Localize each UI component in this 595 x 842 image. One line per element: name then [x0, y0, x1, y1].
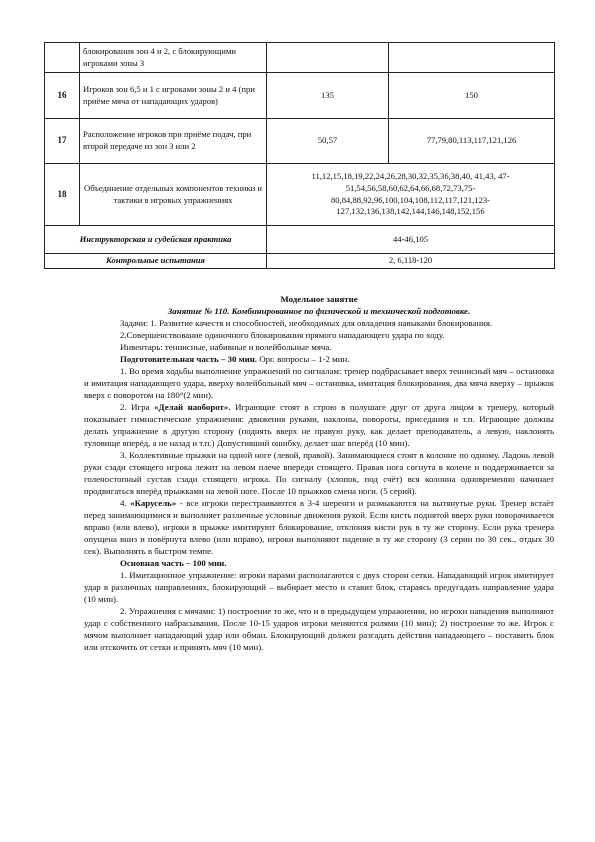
table-row [45, 119, 555, 164]
exercise-paragraph: 2. Упражнения с мячами: 1) построение то же, что и в предыдущем упражнении, но игроки нападения выполняют удар с собственного набрасывания. После 10-15 ударов игроки меняются ролями (10 мин); 2) построение то же. Игрок с мячом выполняет нападающий удар или обман. Блокирующий должен разгадать действия нападающего – поставить блок или отскочить от сетки и принять мяч (10 мин). [84, 606, 554, 652]
lesson-subtitle: Занятие № 110. Комбинированное по физической и технической подготовке. [167, 306, 471, 316]
inventory-paragraph: Инвентарь: теннисные, набивные и волейбольные мяча. [120, 342, 332, 352]
lesson-text [84, 293, 554, 653]
row-number [45, 43, 80, 73]
table-summary-row [45, 254, 555, 269]
exercise-body: - все игроки перестраиваются в 3-4 шеренги и размыкаются на вытянутые руки. Тренер встаёт перед занимающимися и выполняет различные условные движения рукой. Если кисть поднятой вверх руки поворачивается вправо (или влево), игроки в прыжке имитируют блокирование, отклоняя кисти рук в ту же сторону. Если рука тренера опущена вниз и повёрнута влево (или вправо), игроки выполняют падение в ту же сторону (3 серии по 30 сек., отдых 30 сек). Выполнять в быстром темпе. [84, 498, 554, 556]
table-row [45, 43, 555, 73]
row-value-col3: 135 [267, 73, 389, 119]
task2-paragraph: 2.Совершенствование одиночного блокирования прямого нападающего удара по ходу. [120, 330, 445, 340]
row-value-col3: 50,57 [267, 119, 389, 164]
row-number: 17 [45, 119, 80, 164]
exercise-paragraph: 3. Коллективные прыжки на одной ноге (левой, правой). Занимающиеся стоят в колонне по одному. Ладонь левой руки сзади стоящего игрока лежит на левом плече впереди стоящего. Правая нога согнута в колене и поддерживается за голеностопный сустав сзади стоящего игрока. По сигналу (хлопок, под счёт) вся колонна одновременно начинает продвигаться вперёд прыжками на левой ноге. После 10 прыжков смена ноги. (5 серий). [84, 450, 554, 496]
exercise-paragraph: 1. Во время ходьбы выполнение упражнений по сигналам: тренер подбрасывает вверх теннисный мяч – остановка и имитация нападающего удара, вверху волейбольный мяч – остановка, имитация блокирования, два мяча вверху – прыжок вверх с поворотом на 180°(2 мин). [84, 366, 554, 400]
summary-label: Контрольные испытания [45, 254, 267, 269]
main-part-heading: Основная часть – 100 мин. [120, 558, 227, 568]
summary-value: 44-46,105 [267, 226, 555, 254]
exercise-paragraph [84, 497, 554, 557]
game-name: «Карусель» [130, 498, 177, 508]
row-value-merged: 11,12,15,18,19,22,24,26,28,30,32,35,36,38,40, 41,43, 47-51,54,56,58,60,62,64,66,68,72,73,75-80,84,88,92,96,100,104,108,112,117,121,123-127,132,136,138,142,144,146,148,152,156 [267, 164, 555, 226]
summary-label: Инструкторская и судейская практика [45, 226, 267, 254]
row-description: Расположение игроков при приёме подач, при второй передаче из зон 3 или 2 [80, 119, 267, 164]
exercise-paragraph [84, 401, 554, 449]
table-summary-row [45, 226, 555, 254]
training-plan-table [44, 42, 555, 269]
row-description: блокирования зон 4 и 2, с блокирующими игроками зоны 3 [80, 43, 267, 73]
row-description: Объединение отдельных компонентов техники и тактики в игровых упражнениях [80, 164, 267, 226]
row-value-col4: 150 [389, 73, 555, 119]
summary-value: 2, 6,118-120 [267, 254, 555, 269]
row-value-col4 [389, 43, 555, 73]
game-name: «Делай наоборот». [154, 402, 231, 412]
prep-heading: Подготовительная часть – 30 мин. [120, 354, 258, 364]
table-row [45, 73, 555, 119]
row-number: 16 [45, 73, 80, 119]
exercise-number: 4. [120, 498, 131, 508]
row-description: Игроков зон 6,5 и 1 с игроками зоны 2 и 4 (при приёме мяча от нападающих ударов) [80, 73, 267, 119]
row-value-col4: 77,79,80,113,117,121,126 [389, 119, 555, 164]
exercise-number: 2. Игра [120, 402, 155, 412]
table-row [45, 164, 555, 226]
row-value-col3 [267, 43, 389, 73]
row-number: 18 [45, 164, 80, 226]
section-title: Модельное занятие [280, 294, 358, 304]
exercise-body: Играющие стоят в строю в полушаге друг от друга лицом к тренеру, который показывает гимнастические упражнения: движения руками, наклоны, повороты, приседания и т.п. Играющие должны делать упражнение в другую сторону (поднять вверх не правую руку, как делает преподаватель, а левую, наклонять туловище вперёд, а не назад и т.п.) Допустивший ошибку, делает шаг вперёд (10 мин). [84, 402, 554, 448]
prep-rest: Орг. вопросы – 1-2 мин. [257, 354, 350, 364]
exercise-paragraph: 1. Имитационное упражнение: игроки парами располагаются с двух сторон сетки. Нападающий игрок имитирует удар в различных направлениях, блокирующий – выбирает место и ставит блок, стараясь предугадать направление удара (10 мин). [84, 570, 554, 604]
tasks-paragraph: Задачи: 1. Развитие качеств и способностей, необходимых для овладения навыками блокирования. [120, 318, 493, 328]
prep-part-paragraph [84, 353, 554, 365]
